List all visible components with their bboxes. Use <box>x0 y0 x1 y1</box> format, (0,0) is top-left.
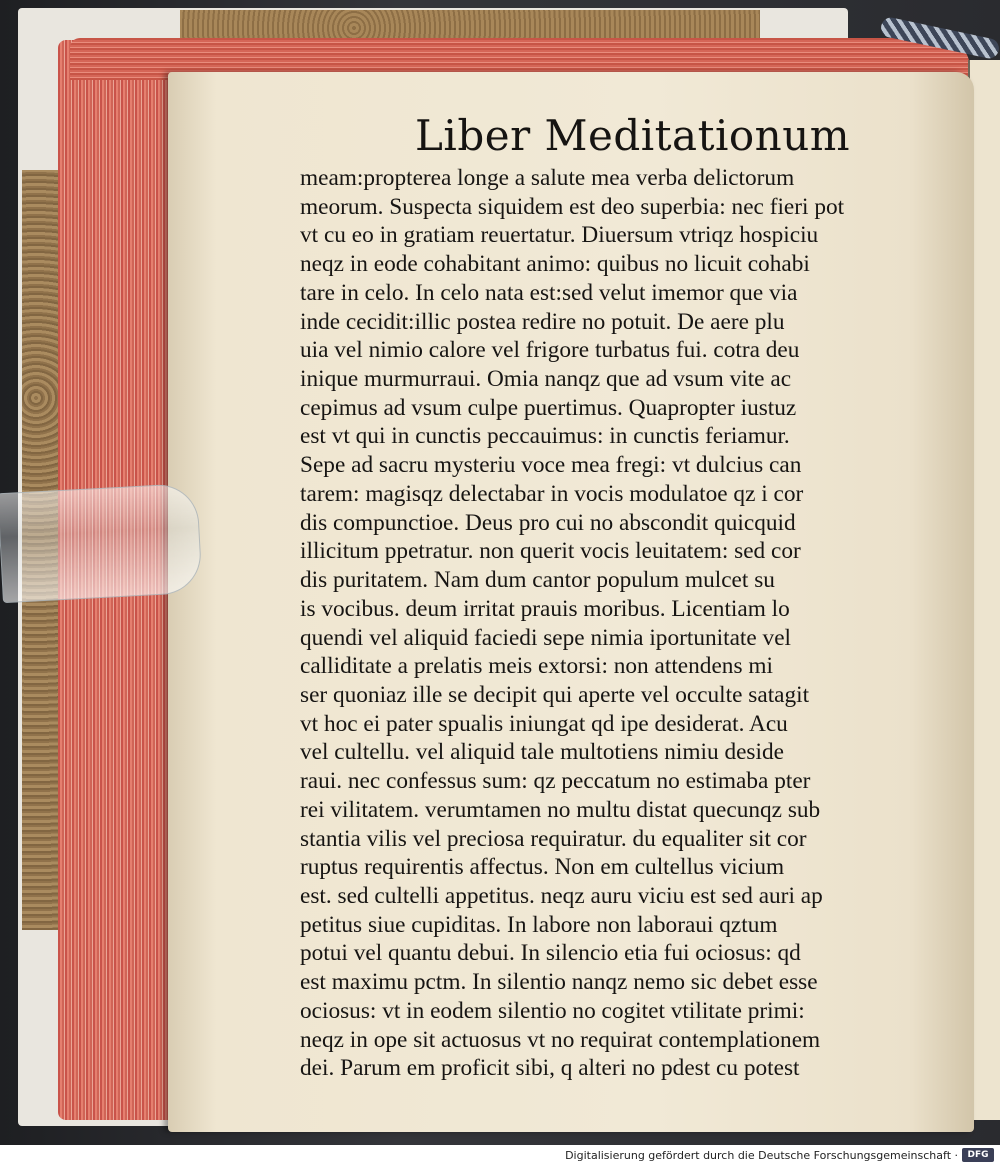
text-line: uia vel nimio calore vel frigore turbatus fui. cotra deu <box>300 337 800 364</box>
text-line: inique murmurraui. Omia nanqz que ad vsum vite ac <box>300 366 792 393</box>
footer-bar <box>0 1145 1000 1167</box>
plexiglass-page-holder <box>0 483 203 603</box>
text-line: meam:propterea longe a salute mea verba delictorum <box>300 165 795 191</box>
text-line: ser quoniaz ille se decipit qui aperte vel occulte satagit <box>300 681 810 708</box>
text-line: tarem: magisqz delectabar in vocis modulatoe qz i cor <box>300 480 804 507</box>
text-line: stantia vilis vel preciosa requiratur. du equaliter sit cor <box>300 825 807 852</box>
footer-credit: Digitalisierung gefördert durch die Deutsche Forschungsgemeinschaft · <box>565 1149 958 1162</box>
text-line: est vt qui in cunctis peccauimus: in cunctis feriamur. <box>300 423 790 450</box>
text-line: dis compunctioe. Deus pro cui no abscondit quicquid <box>300 509 796 536</box>
dfg-logo-icon: DFG <box>962 1148 994 1162</box>
text-line: ociosus: vt in eodem silentio no cogitet vtilitate primi: <box>300 997 805 1024</box>
page-text-block <box>300 164 880 1083</box>
text-line: vt cu eo in gratiam reuertatur. Diuersum vtriqz hospiciu <box>300 222 819 249</box>
text-line: is vocibus. deum irritat prauis moribus. Licentiam lo <box>300 595 790 622</box>
text-line: calliditate a prelatis meis extorsi: non attendens mi <box>300 653 773 680</box>
text-line: tare in celo. In celo nata est:sed velut imemor que via <box>300 279 798 306</box>
text-line: quendi vel aliquid faciedi sepe nimia iportunitate vel <box>300 624 792 651</box>
text-line: est maximu pctm. In silentio nanqz nemo sic debet esse <box>300 969 818 996</box>
text-line: ruptus requirentis affectus. Non em cultellus vicium <box>300 854 785 881</box>
text-line: meorum. Suspecta siquidem est deo superbia: nec fieri pot <box>300 193 845 220</box>
text-line: petitus siue cupiditas. In labore non laboraui qztum <box>300 911 778 938</box>
text-line: neqz in eode cohabitant animo: quibus no licuit cohabi <box>300 251 810 278</box>
page-heading: Liber Meditationum <box>415 111 851 160</box>
text-line: potui vel quantu debui. In silencio etia fui ociosus: qd <box>300 940 801 967</box>
text-line: vel cultellu. vel aliquid tale multotiens nimiu deside <box>300 739 784 766</box>
text-line: illicitum ppetratur. non querit vocis leuitatem: sed cor <box>300 538 801 565</box>
text-line: dis puritatem. Nam dum cantor populum mulcet su <box>300 567 775 594</box>
text-line: rei vilitatem. verumtamen no multu distat quecunqz sub <box>300 796 821 823</box>
text-line: inde cecidit:illic postea redire no potuit. De aere plu <box>300 308 785 335</box>
text-line: Sepe ad sacru mysteriu voce mea fregi: vt dulcius can <box>300 452 802 479</box>
text-line: neqz in ope sit actuosus vt no requirat contemplationem <box>300 1026 821 1053</box>
text-line: dei. Parum em proficit sibi, q alteri no pdest cu potest <box>300 1055 800 1082</box>
text-line: vt hoc ei pater spualis iniungat qd ipe desiderat. Acu <box>300 710 788 737</box>
text-line: raui. nec confessus sum: qz peccatum no estimaba pter <box>300 768 811 795</box>
text-line: est. sed cultelli appetitus. neqz auru viciu est sed auri ap <box>300 882 823 909</box>
text-line: cepimus ad vsum culpe puertimus. Quapropter iustuz <box>300 394 797 421</box>
